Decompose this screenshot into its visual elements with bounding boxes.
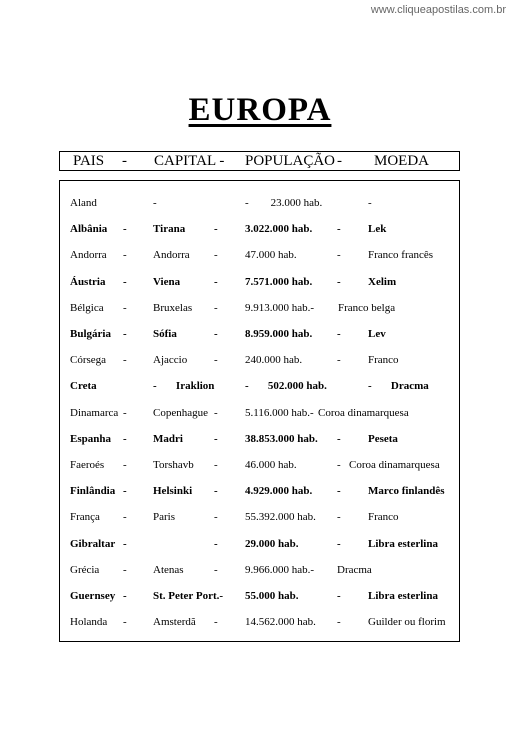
cell-dash: - [123, 485, 127, 498]
cell-populacao: 8.959.000 hab. [245, 328, 313, 340]
cell-pais: Faeroés [70, 459, 105, 471]
cell-dash: - [214, 511, 218, 524]
cell-dash: - [123, 537, 127, 550]
cell-capital: Torshavb [153, 459, 194, 471]
table-row [60, 459, 459, 479]
cell-pais: Grécia [70, 563, 100, 576]
site-watermark: www.cliqueapostilas.com.br [370, 4, 506, 16]
table-row [60, 485, 459, 505]
cell-dash: - [214, 459, 218, 471]
cell-moeda: - [368, 197, 372, 209]
table-row [60, 564, 459, 584]
cell-dash: - [337, 511, 341, 524]
table-row [60, 538, 459, 558]
table-row [60, 616, 459, 636]
cell-dash: - [337, 590, 341, 602]
cell-capital: - [153, 197, 157, 209]
cell-capital: St. Peter Port.- [153, 590, 224, 602]
cell-capital: - Iraklion [153, 380, 215, 393]
cell-dash: - [123, 616, 127, 629]
cell-dash: - [123, 590, 127, 602]
cell-dash: - [214, 249, 218, 262]
cell-dash: - [337, 485, 341, 498]
cell-capital: Atenas [153, 563, 184, 576]
cell-dash: - [214, 275, 218, 288]
table-header [59, 151, 460, 171]
cell-moeda: Peseta [368, 432, 398, 445]
cell-dash: - [123, 511, 127, 524]
table-row [60, 433, 459, 453]
cell-populacao: 47.000 hab. [245, 249, 297, 262]
cell-populacao: 38.853.000 hab. [245, 432, 318, 445]
cell-pais: Espanha [70, 432, 111, 445]
cell-capital: Paris [153, 511, 175, 524]
header-capital: CAPITAL - [154, 153, 225, 169]
cell-capital: Amsterdã [153, 616, 196, 629]
cell-dash: - [123, 328, 127, 340]
cell-dash: - [214, 406, 218, 419]
cell-dash: - [214, 301, 218, 314]
cell-pais: Córsega [70, 354, 107, 367]
cell-dash: - [337, 616, 341, 629]
cell-pais: Gibraltar [70, 537, 116, 550]
cell-dash: - [123, 301, 127, 314]
cell-dash: - [214, 432, 218, 445]
cell-moeda: Lek [368, 223, 387, 236]
cell-populacao: 9.966.000 hab.- [245, 563, 315, 576]
cell-dash: - [123, 459, 127, 471]
cell-populacao: 29.000 hab. [245, 537, 299, 550]
cell-pais: Albânia [70, 223, 108, 236]
cell-populacao: - 23.000 hab. [245, 197, 323, 209]
table-row [60, 590, 459, 610]
cell-dash: - [214, 328, 218, 340]
cell-dash: - [214, 616, 218, 629]
cell-dash: - [214, 563, 218, 576]
cell-capital: Sófia [153, 328, 177, 340]
cell-capital: Copenhague [153, 406, 208, 419]
cell-pais: Áustria [70, 275, 106, 288]
cell-pais: Creta [70, 380, 97, 393]
cell-dash: - [123, 275, 127, 288]
header-dash: - [122, 153, 127, 169]
cell-dash: - [123, 432, 127, 445]
cell-moeda: Coroa dinamarquesa [349, 459, 440, 471]
header-dash: - [337, 153, 342, 169]
cell-pais: Holanda [70, 616, 108, 629]
table-row [60, 302, 459, 322]
cell-dash: - [214, 485, 218, 498]
cell-dash: - [337, 223, 341, 236]
cell-populacao: - 502.000 hab. [245, 380, 327, 393]
page-title: EUROPA [188, 92, 332, 128]
cell-capital: Madri [153, 432, 183, 445]
table-row [60, 328, 459, 348]
cell-moeda: Franco belga [338, 301, 396, 314]
table-row [60, 276, 459, 296]
cell-moeda: - Dracma [368, 380, 429, 393]
cell-dash: - [337, 354, 341, 367]
cell-populacao: 240.000 hab. [245, 354, 303, 367]
header-pais: PAIS [73, 153, 105, 169]
country-table [59, 180, 460, 642]
cell-moeda: Libra esterlina [368, 590, 438, 602]
cell-dash: - [123, 563, 127, 576]
table-row [60, 249, 459, 269]
cell-moeda: Franco [368, 354, 399, 367]
cell-dash: - [214, 354, 218, 367]
cell-dash: - [337, 459, 341, 471]
table-row [60, 380, 459, 400]
cell-dash: - [214, 223, 218, 236]
cell-dash: - [123, 223, 127, 236]
cell-populacao: 55.392.000 hab. [245, 511, 316, 524]
cell-pais: Bélgica [70, 301, 104, 314]
cell-pais: Aland [70, 197, 97, 209]
cell-populacao: 9.913.000 hab.- [245, 301, 315, 314]
cell-dash: - [337, 249, 341, 262]
cell-capital: Helsinki [153, 485, 193, 498]
header-moeda: MOEDA [374, 153, 429, 169]
cell-dash: - [337, 537, 341, 550]
table-row [60, 223, 459, 243]
cell-pais: França [70, 511, 100, 524]
cell-pais: Andorra [70, 249, 107, 262]
table-row [60, 407, 459, 427]
cell-dash: - [337, 432, 341, 445]
cell-populacao: 7.571.000 hab. [245, 275, 313, 288]
table-row [60, 354, 459, 374]
cell-capital: Tirana [153, 223, 186, 236]
cell-populacao: 4.929.000 hab. [245, 485, 313, 498]
cell-pais: Dinamarca [70, 406, 119, 419]
cell-moeda: Franco francês [368, 249, 434, 262]
cell-dash: - [123, 249, 127, 262]
cell-moeda: Xelim [368, 275, 397, 288]
cell-moeda: Lev [368, 328, 386, 340]
cell-populacao: 55.000 hab. [245, 590, 299, 602]
cell-populacao: 5.116.000 hab.- [245, 406, 314, 419]
cell-populacao: 3.022.000 hab. [245, 223, 313, 236]
cell-dash: - [123, 354, 127, 367]
cell-pais: Finlândia [70, 485, 116, 498]
cell-moeda: Libra esterlina [368, 537, 438, 550]
cell-dash: - [337, 275, 341, 288]
cell-moeda: Dracma [337, 563, 372, 576]
cell-moeda: Guilder ou florim [368, 616, 446, 629]
cell-dash: - [337, 328, 341, 340]
cell-populacao: 14.562.000 hab. [245, 616, 316, 629]
cell-pais: Guernsey [70, 590, 116, 602]
cell-moeda: Coroa dinamarquesa [318, 406, 409, 419]
cell-dash: - [123, 406, 127, 419]
cell-moeda: Marco finlandês [368, 485, 445, 498]
header-populacao: POPULAÇÃO [245, 153, 336, 169]
cell-populacao: 46.000 hab. [245, 459, 297, 471]
table-row [60, 511, 459, 531]
cell-pais: Bulgária [70, 328, 111, 340]
cell-capital: Andorra [153, 249, 190, 262]
cell-capital: Bruxelas [153, 301, 193, 314]
cell-moeda: Franco [368, 511, 399, 524]
cell-capital: Ajaccio [153, 354, 188, 367]
table-row [60, 197, 459, 217]
cell-dash: - [214, 537, 218, 550]
cell-capital: Viena [153, 275, 181, 288]
